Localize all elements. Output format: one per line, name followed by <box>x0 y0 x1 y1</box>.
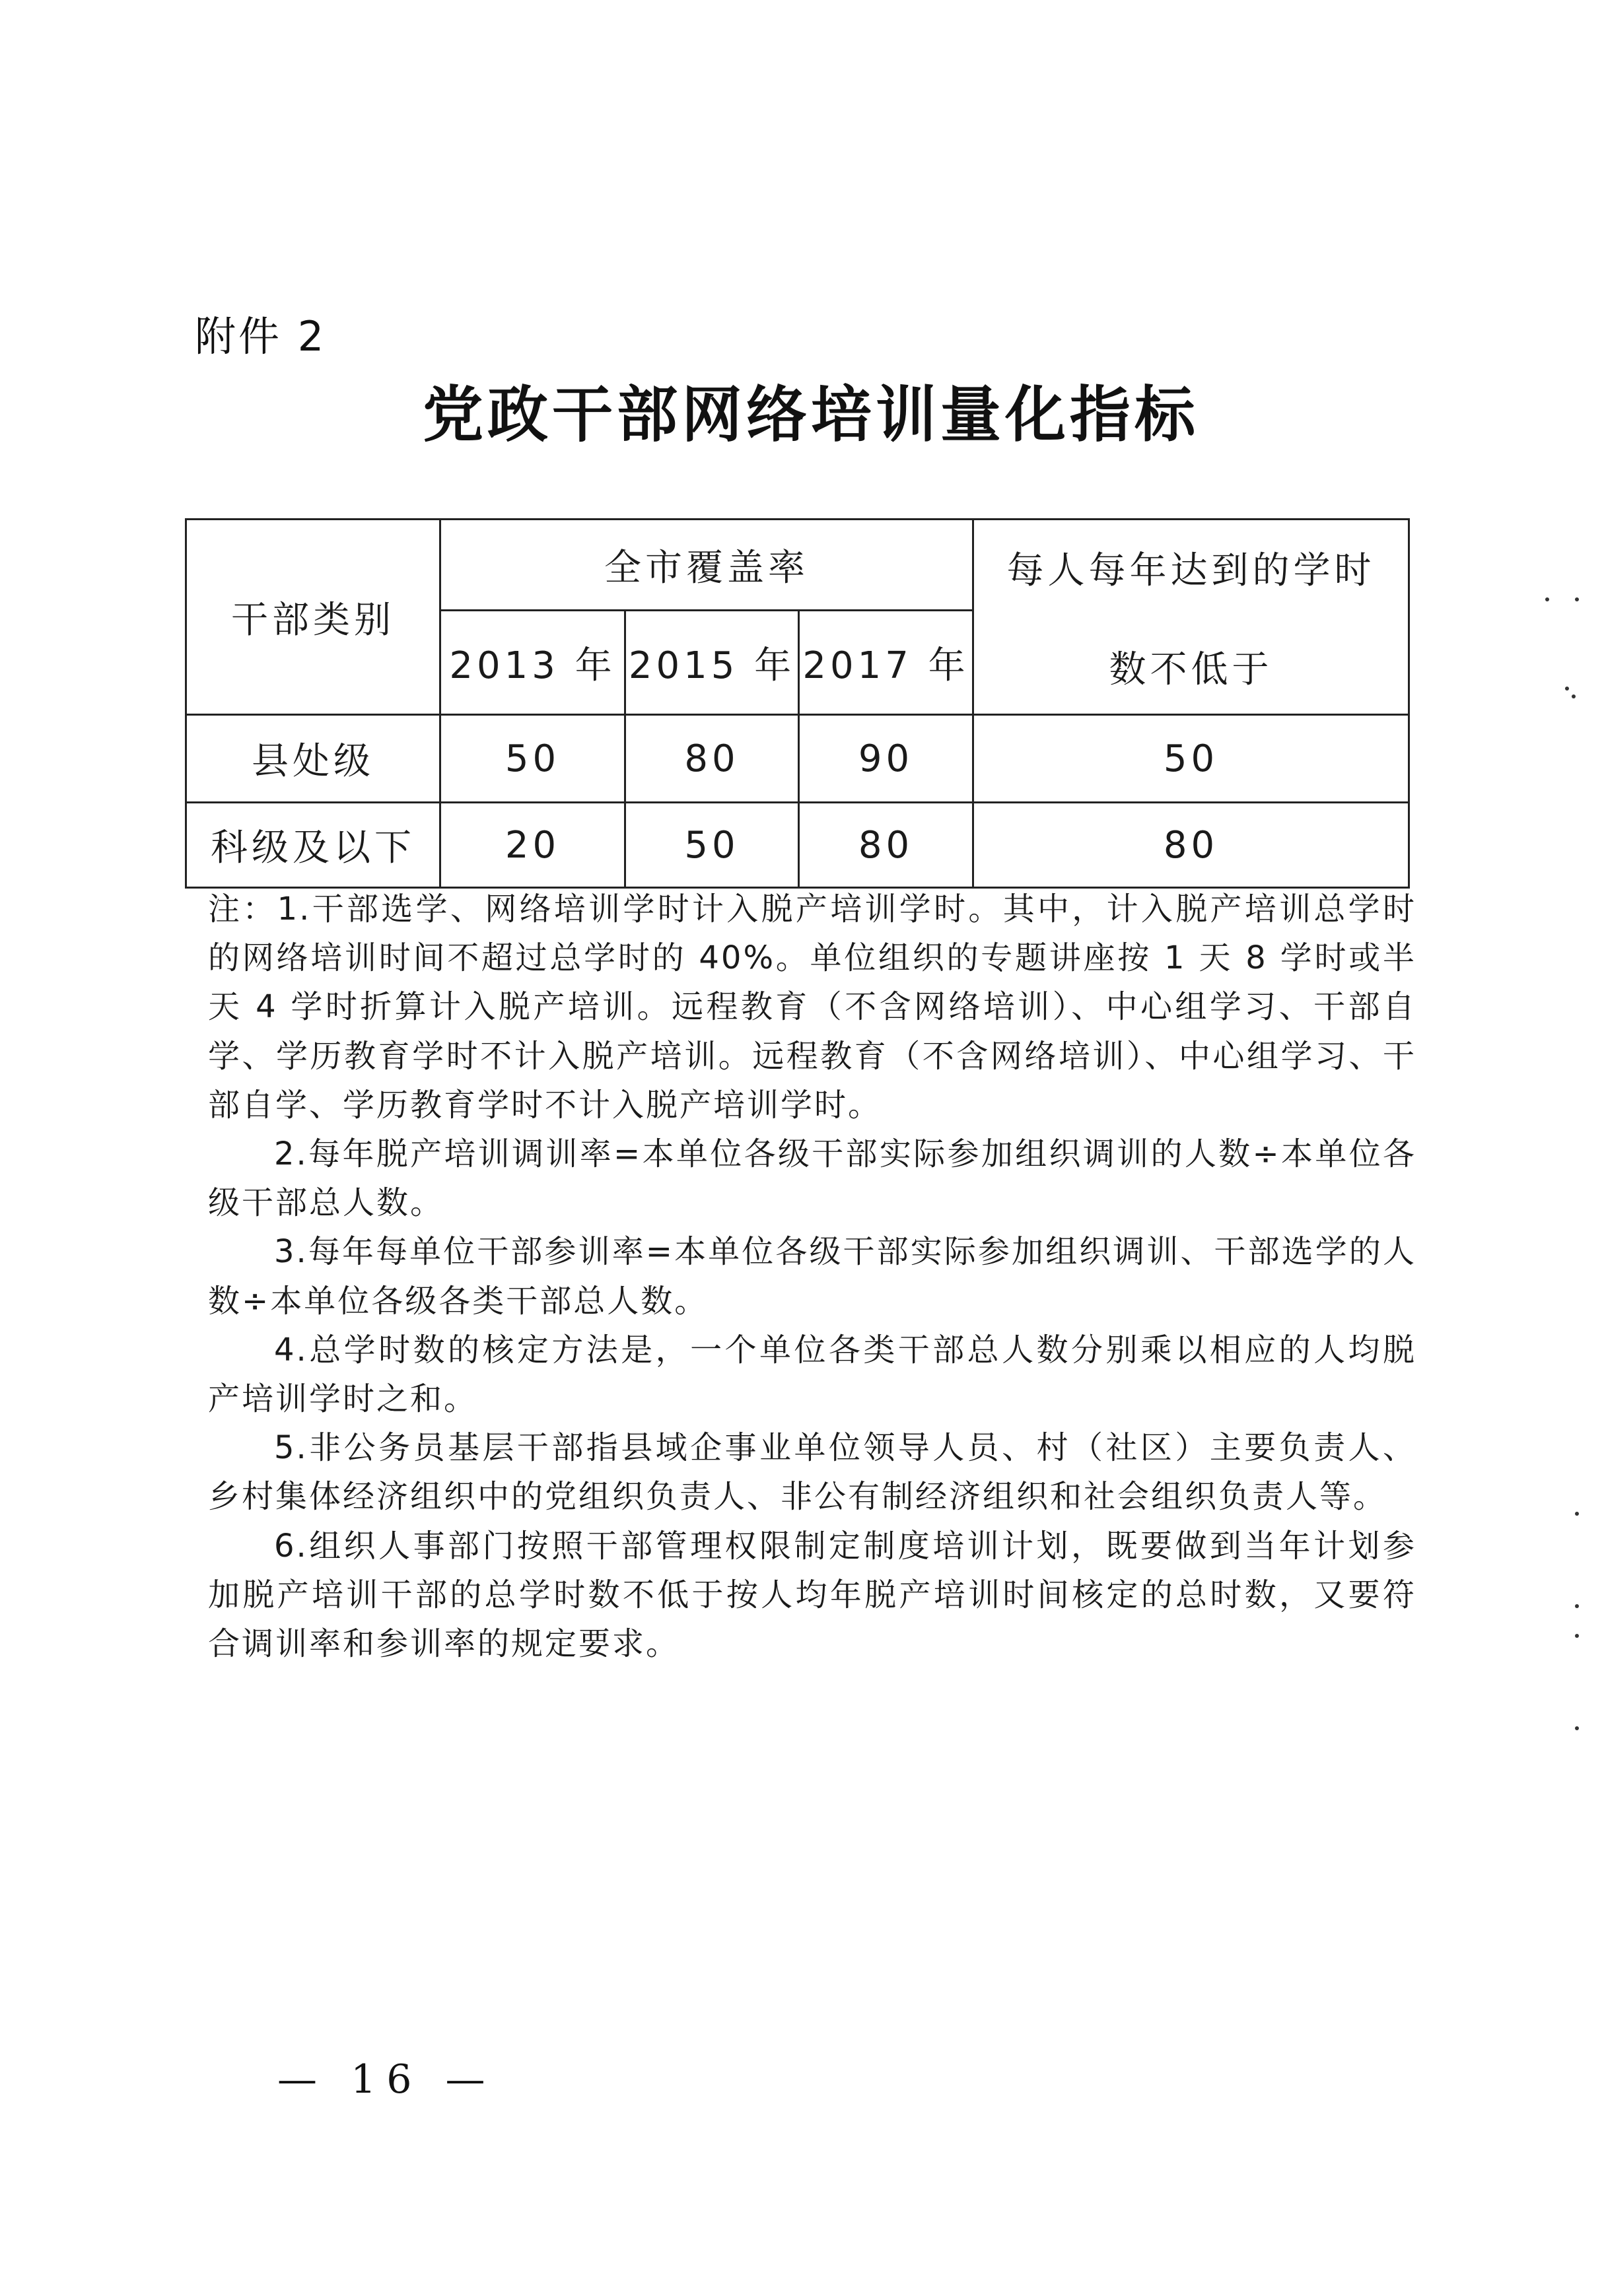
header-hours-line1: 每人每年达到的学时 <box>1006 549 1376 592</box>
row-value-2013: 50 <box>440 715 625 803</box>
header-category: 干部类别 <box>186 520 440 715</box>
header-hours <box>973 520 1409 715</box>
header-hours-line2: 数不低于 <box>1109 648 1273 691</box>
note-item-3: 3.每年每单位干部参训率=本单位各级干部实际参加组织调训、干部选学的人数÷本单位各级各类干部总人数。 <box>208 1233 1416 1320</box>
row-category: 县处级 <box>186 715 440 803</box>
note-item-1: 注：1.干部选学、网络培训学时计入脱产培训学时。其中，计入脱产培训总学时的网络培训时间不超过总学时的 40%。单位组织的专题讲座按 1 天 8 学时或半天 4 学时折算计入脱产培训。远程教育（不含网络培训）、中心组学习、干部自学、学历教育学时不计入脱产培训。远程教育（不含网络培训）、中心组学习、干部自学、学历教育学时不计入脱产培训学时。 <box>208 891 1416 1124</box>
header-coverage: 全市覆盖率 <box>440 520 973 611</box>
scan-speck <box>1575 597 1579 601</box>
scan-speck <box>1575 1726 1579 1730</box>
row-value-hours: 50 <box>973 715 1409 803</box>
scan-speck <box>1545 597 1549 601</box>
row-value-hours: 80 <box>973 803 1409 888</box>
document-title: 党政干部网络培训量化指标 <box>423 379 1200 450</box>
note-item-2: 2.每年脱产培训调训率=本单位各级干部实际参加组织调训的人数÷本单位各级干部总人数。 <box>208 1135 1416 1222</box>
scan-speck <box>1575 1512 1579 1516</box>
row-value-2013: 20 <box>440 803 625 888</box>
row-value-2017: 90 <box>799 715 973 803</box>
table-row <box>186 715 1409 803</box>
attachment-label: 附件 2 <box>195 312 327 360</box>
note-item-6: 6.组织人事部门按照干部管理权限制定制度培训计划，既要做到当年计划参加脱产培训干部的总学时数不低于按人均年脱产培训时间核定的总时数，又要符合调训率和参训率的规定要求。 <box>208 1527 1416 1663</box>
note-item-4: 4.总学时数的核定方法是，一个单位各类干部总人数分别乘以相应的人均脱产培训学时之和。 <box>208 1331 1416 1418</box>
notes-section <box>208 885 1416 1668</box>
row-value-2017: 80 <box>799 803 973 888</box>
note-item-5: 5.非公务员基层干部指县域企事业单位领导人员、村（社区）主要负责人、乡村集体经济组织中的党组织负责人、非公有制经济组织和社会组织负责人等。 <box>208 1429 1416 1516</box>
quantitative-indicators-table <box>185 518 1410 889</box>
row-category: 科级及以下 <box>186 803 440 888</box>
page-number: — 16 — <box>277 2056 496 2103</box>
header-year-2015: 2015 年 <box>625 611 799 715</box>
scan-speck <box>1575 1634 1579 1638</box>
row-value-2015: 50 <box>625 803 799 888</box>
scan-speck <box>1572 694 1576 698</box>
scan-speck <box>1565 687 1569 691</box>
row-value-2015: 80 <box>625 715 799 803</box>
table-header-row <box>186 520 1409 611</box>
header-year-2013: 2013 年 <box>440 611 625 715</box>
table-row <box>186 803 1409 888</box>
header-year-2017: 2017 年 <box>799 611 973 715</box>
scan-speck <box>1575 1604 1579 1608</box>
